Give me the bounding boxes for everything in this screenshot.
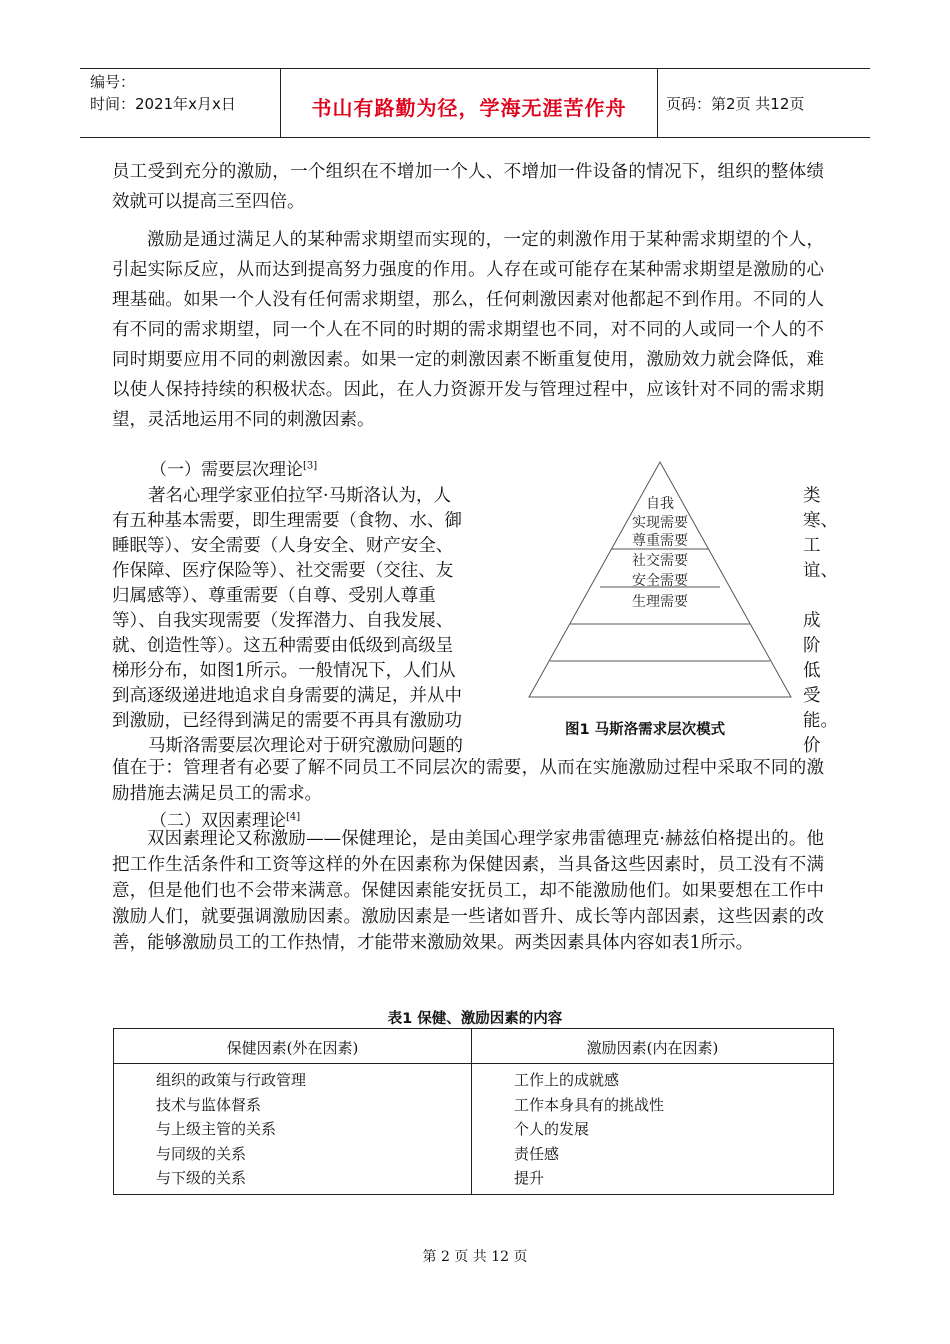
list-item: 工作本身具有的挑战性 xyxy=(514,1095,665,1114)
wrap-line: 作保障、医疗保险等）、社交需要（交往、友 xyxy=(112,561,454,581)
wrap-fragment: 阶 xyxy=(803,636,821,656)
wrap-line: 著名心理学家亚伯拉罕·马斯洛认为，人 xyxy=(148,486,452,506)
header-motto: 书山有路勤为径，学海无涯苦作舟 xyxy=(311,96,627,120)
table-caption: 表1 保健、激励因素的内容 xyxy=(387,1011,563,1027)
wrap-fragment: 价 xyxy=(803,736,821,756)
list-item: 责任感 xyxy=(514,1144,560,1163)
page-footer: 第 2 页 共 12 页 xyxy=(422,1249,528,1265)
page-header xyxy=(80,68,870,138)
wrap-fragment: 谊、 xyxy=(803,561,838,581)
wrap-line: 梯形分布，如图1所示。一般情况下，人们从 xyxy=(112,661,456,681)
pyramid-level-esteem: 尊重需要 xyxy=(632,533,688,549)
pyramid-level-social: 社交需要 xyxy=(632,553,688,569)
list-item: 与同级的关系 xyxy=(156,1144,247,1163)
section-heading-maslow xyxy=(150,455,317,480)
wrap-fragment: 类 xyxy=(803,486,821,506)
wrap-fragment: 低 xyxy=(803,661,821,681)
wrap-line: 睡眠等）、安全需要（人身安全、财产安全、 xyxy=(112,536,454,556)
list-item: 与上级主管的关系 xyxy=(156,1120,277,1138)
header-page-cell xyxy=(658,69,870,137)
table-header-hygiene xyxy=(114,1029,472,1064)
list-item: 与下级的关系 xyxy=(156,1169,247,1187)
doc-date-label: 时间：2021年x月x日 xyxy=(90,95,236,113)
maslow-wrap-tail: 值在于：管理者有必要了解不同员工不同层次的需要，从而在实施激励过程中采取不同的激励措施去满足员工的需求。 xyxy=(112,758,824,804)
header-meta-cell xyxy=(80,69,281,137)
pyramid-level-safety: 安全需要 xyxy=(632,573,688,589)
wrap-line: 到激励，已经得到满足的需要不再具有激励功 xyxy=(112,711,462,731)
wrap-fragment: 受 xyxy=(803,686,821,706)
section-title: （一）需要层次理论 xyxy=(150,460,303,480)
pyramid-level-self: 自我 xyxy=(646,496,674,512)
header-motto-cell xyxy=(281,69,658,137)
header-label: 保健因素(外在因素) xyxy=(226,1039,359,1057)
wrap-fragment: 寒、 xyxy=(803,511,838,531)
wrap-line: 到高逐级递进地追求自身需要的满足，并从中 xyxy=(112,686,462,706)
list-item: 工作上的成就感 xyxy=(514,1071,620,1089)
wrap-line: 等）、自我实现需要（发挥潜力、自我发展、 xyxy=(112,611,454,631)
wrap-fragment: 成 xyxy=(803,611,821,631)
paragraph-herzberg: 双因素理论又称激励——保健理论，是由美国心理学家弗雷德理克·赫兹伯格提出的。他把工作生活条件和工资等这样的外在因素称为保健因素，当具备这些因素时，员工没有不满意，但是他们也不会带来满意。保健因素能安抚员工，却不能激励他们。如果要想在工作中激励人们，就要强调激励因素。激励因素是一些诸如晋升、成长等内部因素，这些因素的改善，能够激励员工的工作热情，才能带来激励效果。两类因素具体内容如表1所示。 xyxy=(112,829,824,953)
citation-ref: [4] xyxy=(286,811,301,823)
list-item: 个人的发展 xyxy=(514,1120,590,1138)
table-header-motivators xyxy=(472,1029,833,1064)
doc-number-label: 编号： xyxy=(90,73,136,91)
paragraph-intro: 员工受到充分的激励，一个组织在不增加一个人、不增加一件设备的情况下，组织的整体绩效就可以提高三至四倍。 xyxy=(112,162,824,212)
citation-ref: [3] xyxy=(303,460,318,472)
paragraph-motivation: 激励是通过满足人的某种需求期望而实现的，一定的刺激作用于某种需求期望的个人，引起实际反应，从而达到提高努力强度的作用。人存在或可能存在某种需求期望是激励的心理基础。如果一个人没有任何需求期望，那么，任何刺激因素对他都起不到作用。不同的人有不同的需求期望，同一个人在不同的时期的需求期望也不同，对不同的人或同一个人的不同时期要应用不同的刺激因素。如果一定的刺激因素不断重复使用，激励效力就会降低，难以使人保持持续的积极状态。因此，在人力资源开发与管理过程中，应该针对不同的需求期望，灵活地运用不同的刺激因素。 xyxy=(112,230,824,430)
wrap-fragment: 能。 xyxy=(803,711,838,731)
motivator-factors-list xyxy=(514,1068,664,1191)
pyramid-level-physiological: 生理需要 xyxy=(632,594,688,610)
wrap-line: 有五种基本需要，即生理需要（食物、水、御 xyxy=(112,511,462,531)
hygiene-factors-list xyxy=(156,1068,306,1191)
header-label: 激励因素(内在因素) xyxy=(586,1039,719,1057)
header-page-info: 页码：第2页 共12页 xyxy=(666,95,805,113)
wrap-line: 就、创造性等）。这五种需要由低级到高级呈 xyxy=(112,636,454,656)
factors-table xyxy=(113,1028,834,1195)
list-item: 组织的政策与行政管理 xyxy=(156,1071,307,1089)
list-item: 技术与监体督系 xyxy=(156,1095,262,1114)
wrap-line: 马斯洛需要层次理论对于研究激励问题的 xyxy=(148,736,463,756)
list-item: 提升 xyxy=(514,1169,545,1187)
wrap-line: 归属感等）、尊重需要（自尊、受别人尊重 xyxy=(112,586,436,606)
section-title: （二）双因素理论 xyxy=(150,811,286,831)
wrap-fragment: 工 xyxy=(803,536,821,556)
pyramid-level-self-actualization: 实现需要 xyxy=(632,515,688,531)
figure-caption: 图1 马斯洛需求层次模式 xyxy=(565,722,726,738)
maslow-pyramid-figure xyxy=(527,460,793,700)
